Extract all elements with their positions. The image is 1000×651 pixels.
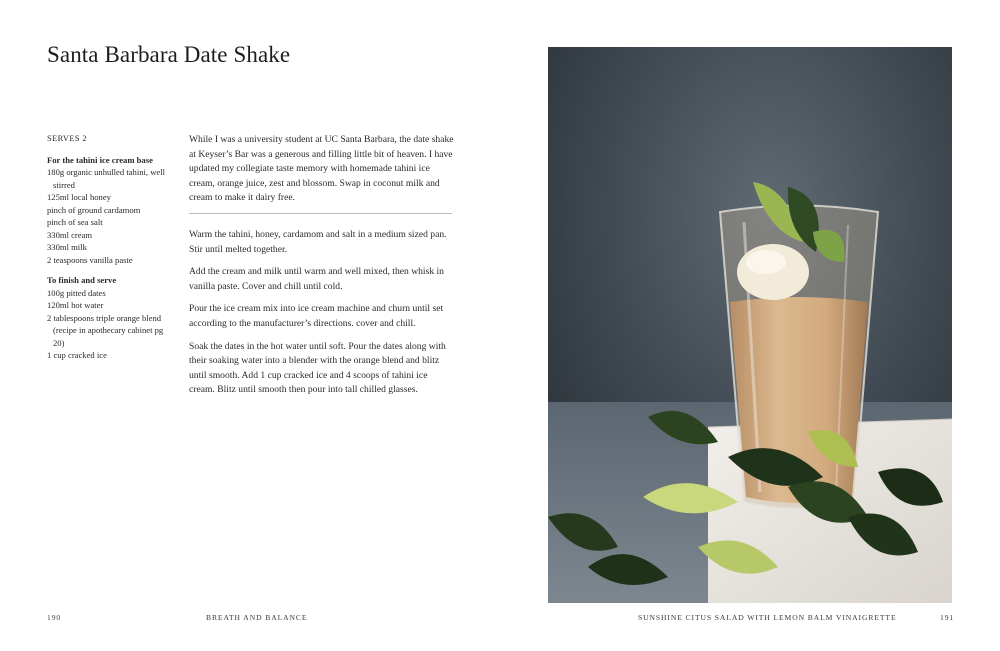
ingredient-item: 2 teaspoons vanilla paste: [47, 254, 133, 265]
ingredient-item: 2 tablespoons triple orange blend (recipe in apothecary cabinet pg 20): [47, 312, 164, 348]
method-step: Pour the ice cream mix into ice cream machine and churn until set according to the manufacturer’s directions. cover and chill.: [189, 303, 444, 329]
serves-label: SERVES 2: [47, 134, 87, 143]
recipe-title: Santa Barbara Date Shake: [47, 42, 291, 67]
left-page-number: 190: [47, 613, 62, 622]
ingredient-group-heading: For the tahini ice cream base: [47, 154, 153, 165]
method-step: Warm the tahini, honey, cardamom and salt in a medium sized pan. Stir until melted together.: [189, 228, 447, 255]
right-page-number: 191: [940, 613, 955, 622]
left-running-head: BREATH AND BALANCE: [206, 613, 308, 622]
date-shake-photo: [548, 47, 952, 603]
ingredient-item: 330ml cream: [47, 229, 93, 240]
section-divider: [189, 213, 452, 214]
intro-paragraph: While I was a university student at UC Santa Barbara, the date shake at Keyser’s Bar was a generous and filling little bit of heaven. I have updated my collegiate taste memory with homemade tahini ice cream, orange juice, zest and blossom. Swap in coconut milk and cream to make it dairy free.: [189, 134, 454, 204]
method-step: Soak the dates in the hot water until soft. Pour the dates along with their soaking water into a blender with the orange blend and blitz until smooth. Add 1 cup cracked ice and 4 scoops of tahini ice cream. Blitz until smooth then pour into tall chilled glasses.: [189, 340, 446, 396]
ingredient-group-base: [47, 154, 172, 267]
ingredients-column: [47, 133, 172, 370]
method-step: Add the cream and milk until warm and well mixed, then whisk in vanilla paste. Cover and chill until cold.: [189, 266, 444, 292]
ingredient-item: pinch of sea salt: [47, 217, 103, 227]
ingredient-item: 330ml milk: [47, 242, 87, 252]
ingredient-group-heading: To finish and serve: [47, 275, 117, 285]
ingredient-item: 100g pitted dates: [47, 287, 106, 298]
right-running-head: SUNSHINE CITUS SALAD WITH LEMON BALM VINAIGRETTE: [638, 613, 897, 622]
ingredient-item: 120ml hot water: [47, 300, 104, 310]
ingredient-item: 180g organic unhulled tahini, well stirred: [47, 167, 165, 190]
ingredient-item: pinch of ground cardamom: [47, 204, 141, 215]
ingredient-item: 1 cup cracked ice: [47, 350, 107, 360]
ingredient-item: 125ml local honey: [47, 192, 111, 202]
method-column: [189, 133, 454, 406]
ingredient-group-finish: [47, 274, 172, 362]
